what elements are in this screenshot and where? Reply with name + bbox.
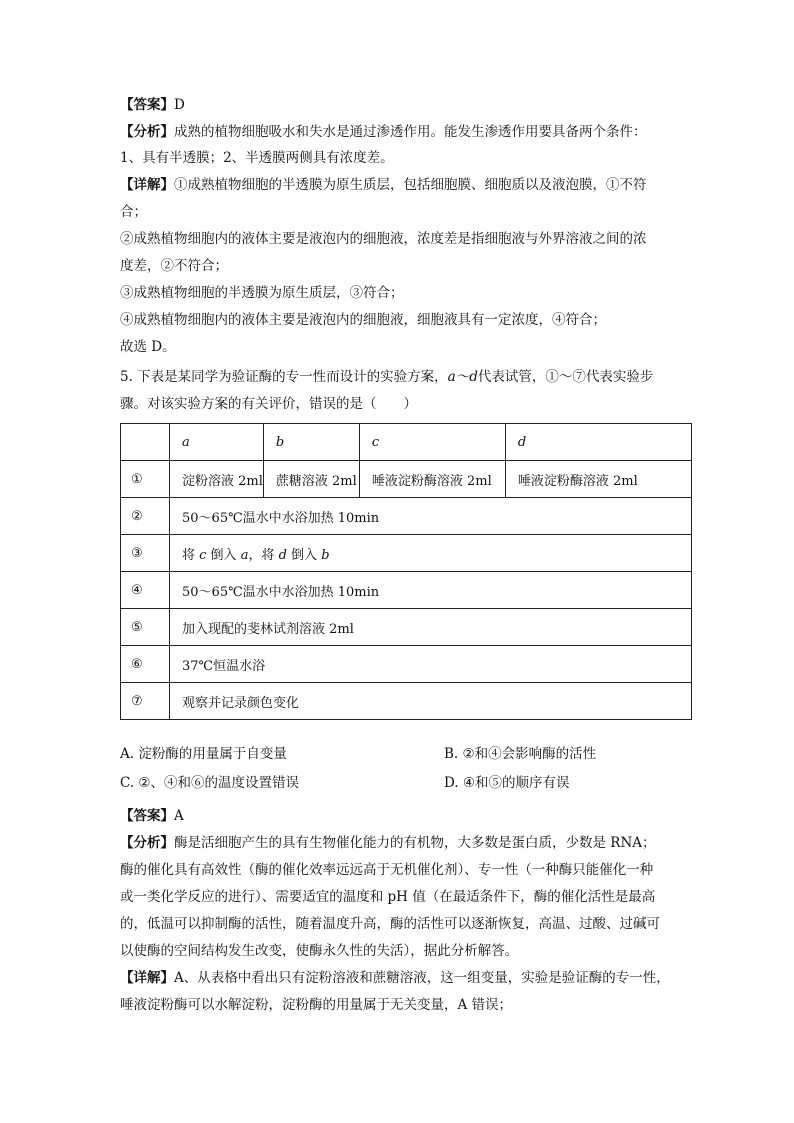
option-b[interactable]: B. ②和④会影响酶的活性 (444, 746, 597, 762)
table-cell: 50～65℃温水中水浴加热 10min (170, 498, 692, 535)
cell-text: 倒入 (286, 547, 322, 563)
table-row (121, 535, 692, 572)
q4-detail-line-3: ②成熟植物细胞内的液体主要是液泡内的细胞液，浓度差是指细胞液与外界溶液之间的浓 (120, 231, 647, 247)
cell-variable: b (321, 547, 330, 563)
step-number: ④ (121, 572, 170, 609)
q5-stem-text: 5. 下表是某同学为验证酶的专一性而设计的实验方案， (120, 369, 448, 385)
q5-analysis-line-1 (120, 833, 656, 853)
q5-stem-variable: a～d (447, 369, 478, 385)
analysis-text: 酶是活细胞产生的具有生物催化能力的有机物，大多数是蛋白质，少数是 RNA； (174, 835, 656, 851)
option-a[interactable]: A. 淀粉酶的用量属于自变量 (120, 746, 287, 762)
detail-text: ①成熟植物细胞的半透膜为原生质层，包括细胞膜、细胞质以及液泡膜，①不符 (174, 177, 647, 193)
table-row (121, 609, 692, 646)
table-cell (121, 424, 170, 461)
table-cell (170, 535, 692, 572)
q4-detail-line-6: ④成熟植物细胞内的液体主要是液泡内的细胞液，细胞液具有一定浓度，④符合； (120, 312, 606, 328)
q5-analysis-line-4: 的，低温可以抑制酶的活性，随着温度升高，酶的活性可以逐渐恢复，高温、过酸、过碱可 (120, 916, 660, 932)
detail-label: 【详解】 (120, 177, 174, 193)
q4-detail-line-7: 故选 D。 (120, 339, 176, 355)
q5-answer-line (120, 806, 184, 826)
table-cell: 观察并记录颜色变化 (170, 683, 692, 720)
table-header-c: c (359, 424, 505, 461)
q5-analysis-line-3: 或一类化学反应的进行）、需要适宜的温度和 pH 值（在最适条件下，酶的催化活性是最高 (120, 889, 656, 905)
option-c[interactable]: C. ②、④和⑥的温度设置错误 (120, 775, 300, 791)
table-header-a: a (170, 424, 264, 461)
q5-analysis-line-2: 酶的催化具有高效性（酶的催化效率远远高于无机催化剂）、专一性（一种酶只能催化一种 (120, 862, 654, 878)
cell-variable: c (199, 547, 207, 563)
table-cell: 唾液淀粉酶溶液 2ml (359, 461, 505, 498)
table-row (121, 461, 692, 498)
table-row (121, 683, 692, 720)
table-header-row (121, 424, 692, 461)
table-cell: 唾液淀粉酶溶液 2ml (505, 461, 691, 498)
step-number: ① (121, 461, 170, 498)
q4-detail-line-1 (120, 175, 647, 195)
q5-detail-line-2: 唾液淀粉酶可以水解淀粉，淀粉酶的用量属于无关变量，A 错误； (120, 997, 513, 1013)
analysis-label: 【分析】 (120, 835, 174, 851)
step-number: ② (121, 498, 170, 535)
table-cell: 加入现配的斐林试剂溶液 2ml (170, 609, 692, 646)
q4-analysis-line-1 (120, 122, 647, 142)
q4-detail-line-4: 度差，②不符合； (120, 258, 228, 274)
q4-detail-line-5: ③成熟植物细胞的半透膜为原生质层，③符合； (120, 285, 404, 301)
q5-stem-text-2: 代表试管，①～⑦代表实验步 (477, 369, 654, 385)
q4-detail-line-2: 合； (120, 204, 147, 220)
analysis-label: 【分析】 (120, 124, 174, 140)
option-d[interactable]: D. ④和⑤的顺序有误 (444, 775, 570, 791)
analysis-text: 成熟的植物细胞吸水和失水是通过渗透作用。能发生渗透作用要具备两个条件： (174, 124, 647, 140)
cell-text: ，将 (248, 547, 279, 563)
q5-stem-line-2: 骤。对该实验方案的有关评价，错误的是（ ） (120, 396, 417, 412)
cell-variable: a (240, 547, 249, 563)
q4-analysis-line-2: 1、具有半透膜；2、半透膜两侧具有浓度差。 (120, 150, 394, 166)
table-header-b: b (263, 424, 359, 461)
table-cell: 37℃恒温水浴 (170, 646, 692, 683)
table-cell: 蔗糖溶液 2ml (263, 461, 359, 498)
detail-text: A、从表格中看出只有淀粉溶液和蔗糖溶液，这一组变量，实验是验证酶的专一性， (174, 970, 670, 986)
answer-value: A (174, 808, 184, 824)
step-number: ⑥ (121, 646, 170, 683)
table-cell: 淀粉溶液 2ml (170, 461, 264, 498)
cell-text: 将 (182, 547, 200, 563)
cell-variable: d (278, 547, 287, 563)
step-number: ⑦ (121, 683, 170, 720)
step-number: ③ (121, 535, 170, 572)
step-number: ⑤ (121, 609, 170, 646)
table-header-d: d (505, 424, 691, 461)
table-row (121, 646, 692, 683)
detail-label: 【详解】 (120, 970, 174, 986)
table-row (121, 572, 692, 609)
answer-value: D (174, 97, 185, 113)
q5-detail-line-1 (120, 968, 670, 988)
q4-answer-line (120, 95, 185, 115)
table-row (121, 498, 692, 535)
answer-label: 【答案】 (120, 97, 174, 113)
cell-text: 倒入 (206, 547, 241, 563)
table-cell: 50～65℃温水中水浴加热 10min (170, 572, 692, 609)
q5-stem-line-1 (120, 367, 653, 387)
experiment-table (120, 423, 692, 720)
answer-label: 【答案】 (120, 808, 174, 824)
q5-analysis-line-5: 以使酶的空间结构发生改变，使酶永久性的失活），据此分析解答。 (120, 943, 519, 959)
